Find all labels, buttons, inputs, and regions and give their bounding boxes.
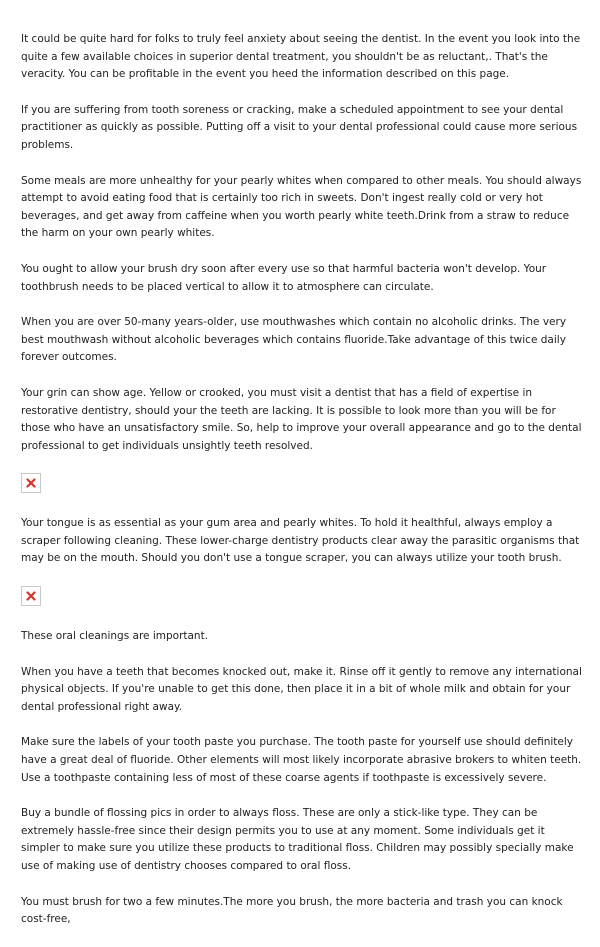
paragraph-8: These oral cleanings are important. [21, 630, 209, 643]
broken-image-icon [21, 473, 41, 493]
paragraph-4: You ought to allow your brush dry soon after every use so that harmful bacteria won't develop. Your toothbrush needs to be placed vertical to allow it to atmosphere can circulate. [21, 262, 547, 293]
paragraph-9: When you have a teeth that becomes knocked out, make it. Rinse off it gently to remove any international physical objects. If you're unable to get this done, then place it in a bit of whole milk and obtain for your dental professional right away. [21, 665, 582, 713]
paragraph-7: Your tongue is as essential as your gum area and pearly whites. To hold it healthful, always employ a scraper following cleaning. These lower-charge dentistry products clear away the parasitic organisms that may be on the mouth. Should you don't use a tongue scraper, you can always utilize your tooth brush. [21, 517, 580, 565]
paragraph-3: Some meals are more unhealthy for your pearly whites when compared to other meals. You should always attempt to avoid eating food that is certainly too rich in sweets. Don't ingest really cold or very hot beverages, and get away from caffeine when you worth pearly white teeth.Drink from a straw to reduce the harm on your own pearly whites. [21, 174, 582, 240]
paragraph-5: When you are over 50-many years-older, use mouthwashes which contain no alcoholic drinks. The very best mouthwash without alcoholic beverages which contains fluoride.Take advantage of this twice daily forever outcomes. [21, 316, 567, 364]
article-body [21, 31, 583, 947]
paragraph-2: If you are suffering from tooth soreness or cracking, make a scheduled appointment to see your dental practitioner as quickly as possible. Putting off a visit to your dental professional could cause more serious problems. [21, 103, 578, 151]
paragraph-12: You must brush for two a few minutes.The more you brush, the more bacteria and trash you can knock cost-free, [21, 895, 563, 926]
broken-image-icon [21, 586, 41, 606]
paragraph-10: Make sure the labels of your tooth paste you purchase. The tooth paste for yourself use should definitely have a great deal of fluoride. Other elements will most likely incorporate abrasive brokers to whiten teeth. Use a toothpaste containing less of most of these coarse agents if toothpaste is excessively severe. [21, 736, 582, 784]
paragraph-11: Buy a bundle of flossing pics in order to always floss. These are only a stick-like type. They can be extremely hassle-free since their design permits you to use at any moment. Some individuals get it simpler to make sure you utilize these products to traditional floss. Children may possibly specially make use of making use of dentistry chooses compared to oral floss. [21, 807, 574, 872]
paragraph-1: It could be quite hard for folks to truly feel anxiety about seeing the dentist. In the event you look into the quite a few available choices in superior dental treatment, you shouldn't be as reluctant,. That's the veracity. You can be profitable in the event you heed the information described on this page. [21, 33, 581, 81]
paragraph-6: Your grin can show age. Yellow or crooked, you must visit a dentist that has a field of expertise in restorative dentistry, should your the teeth are lacking. It is possible to look more than you will be for those who have an unsatisfactory smile. So, help to improve your overall appearance and go to the dental professional to get individuals unsightly teeth resolved. [21, 386, 582, 452]
